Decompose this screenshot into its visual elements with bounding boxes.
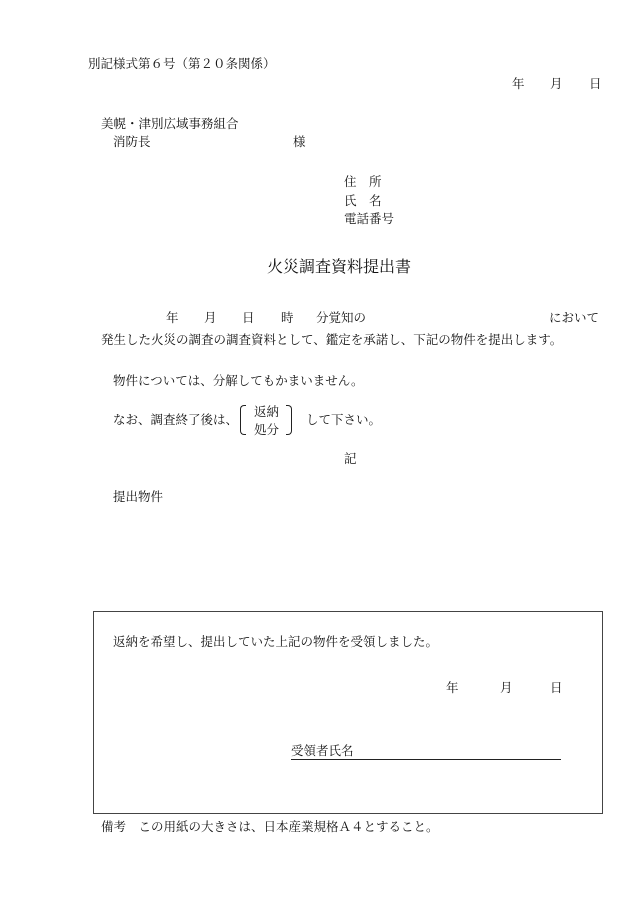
applicant-name-label: 氏 名 [344,193,382,208]
body-location-suffix: において [549,310,600,325]
body-line4-suffix: して下さい。 [306,412,382,427]
left-bracket [240,405,246,435]
body-hour: 時 [281,310,294,325]
document-title: 火災調査資料提出書 [267,257,412,276]
receipt-month: 月 [500,680,513,695]
body-month: 月 [204,310,217,325]
right-bracket [286,405,292,435]
addressee-org: 美幌・津別広域事務組合 [101,116,239,131]
addressee-title: 消防長 [113,134,151,149]
body-minute: 分覚知の [316,310,367,325]
body-day: 日 [242,310,255,325]
date-day: 日 [589,76,602,91]
applicant-address-label: 住 所 [344,174,382,189]
form-number: 別記様式第６号（第２０条関係） [88,56,276,71]
note: 備考 この用紙の大きさは、日本産業規格Ａ４とすること。 [101,819,439,834]
body-line4-prefix: なお、調査終了後は、 [113,412,239,427]
applicant-phone-label: 電話番号 [344,211,395,226]
option-return: 返納 [254,404,280,419]
body-line2: 発生した火災の調査の調査資料として、鑑定を承諾し、下記の物件を提出します。 [101,332,563,347]
body-line3: 物件については、分解してもかまいません。 [113,373,364,388]
date-month: 月 [550,76,563,91]
receiver-label: 受領者氏名 [291,743,354,758]
receiver-signature-line [291,759,561,760]
option-dispose: 処分 [254,422,280,437]
date-year: 年 [512,76,525,91]
body-year: 年 [166,310,179,325]
items-label: 提出物件 [113,489,164,504]
receipt-day: 日 [550,680,563,695]
receipt-text: 返納を希望し、提出していた上記の物件を受領しました。 [113,634,439,649]
receipt-year: 年 [446,680,459,695]
addressee-honorific: 様 [293,134,306,149]
ki-label: 記 [344,451,357,466]
